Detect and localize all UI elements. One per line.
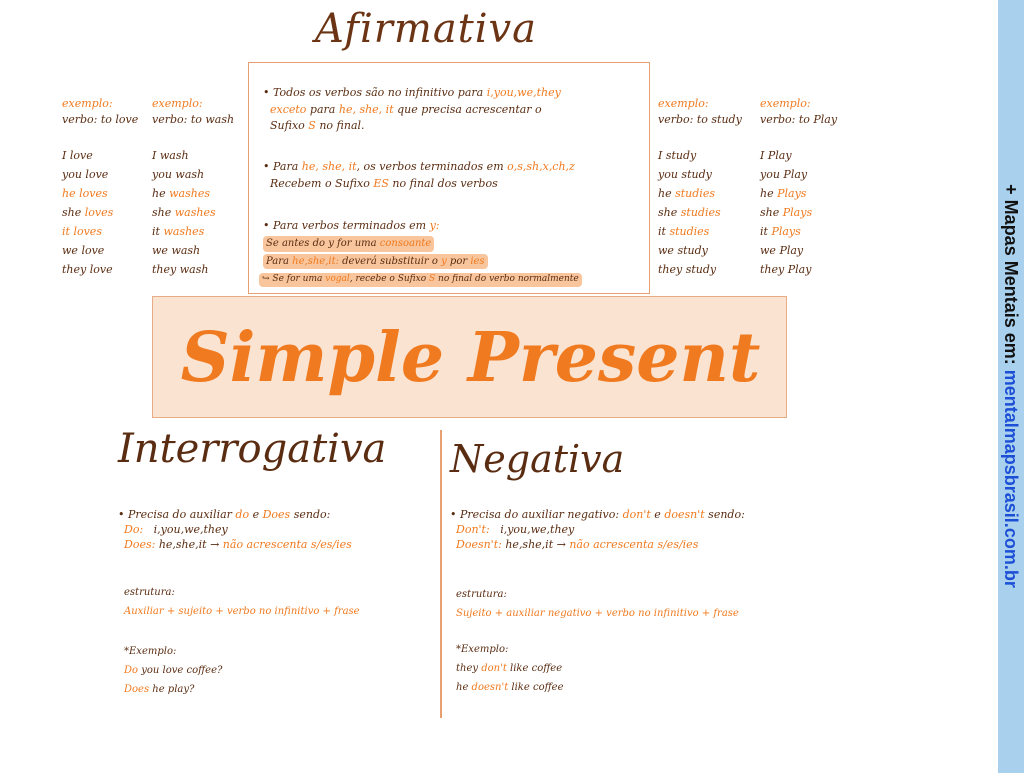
column-verb: verbo: to love [62, 113, 139, 126]
column-head: exemplo: [658, 97, 709, 110]
interrogativa-title: Interrogativa [118, 426, 387, 472]
afirmativa-box [248, 62, 650, 294]
column-head: exemplo: [62, 97, 113, 110]
negativa-title: Negativa [450, 437, 625, 481]
negativa-examples: *Exemplo: they don't like coffee he doesn't like coffee [456, 644, 564, 693]
verb-column-play: exemplo: verbo: to Play I Play you Play he Plays she Plays it Plays we Play they Play [760, 97, 838, 276]
column-verb: verbo: to wash [152, 113, 235, 126]
interrogativa-rules: • Precisa do auxiliar do e Does sendo: Do: i,you,we,they Does: he,she,it → não acrescenta s/es/ies [118, 508, 352, 551]
verb-column-love: exemplo: verbo: to love I love you love he loves she loves it loves we love they love [62, 97, 139, 276]
side-banner-link[interactable]: mentalmapsbrasil.com.br [1001, 369, 1021, 588]
interrogativa-examples: *Exemplo: Do you love coffee? Does he play? [124, 646, 223, 695]
negativa-rules: • Precisa do auxiliar negativo: don't e doesn't sendo: Don't: i,you,we,they Doesn't: he,she,it → não acrescenta s/es/ies [450, 508, 745, 551]
afirmativa-rule-1: • Todos os verbos são no infinitivo para i,you,we,they exceto para he, she, it que precisa acrescentar o Sufixo S no final. [263, 86, 561, 132]
column-head: exemplo: [152, 97, 203, 110]
column-head: exemplo: [760, 97, 811, 110]
afirmativa-rule-3: • Para verbos terminados em y: Se antes do y for uma consoante Para he,she,it: deverá substituir o y por ies ↪ Se for uma vogal, recebe o Sufixo S no final do verbo normalmente [263, 217, 643, 287]
afirmativa-rule-2: • Para he, she, it, os verbos terminados em o,s,sh,x,ch,z Recebem o Sufixo ES no final dos verbos [263, 160, 575, 190]
verb-column-wash: exemplo: verbo: to wash I wash you wash he washes she washes it washes we wash they wash [152, 97, 235, 276]
section-divider [440, 430, 442, 718]
side-banner-text [998, 13, 1024, 759]
verb-column-study: exemplo: verbo: to study I study you study he studies she studies it studies we study they study [658, 97, 742, 276]
simple-present-title: Simple Present [180, 318, 761, 398]
column-verb: verbo: to study [658, 113, 742, 126]
side-banner-label: + Mapas Mentais em: [1001, 184, 1021, 370]
interrogativa-estrutura: estrutura: Auxiliar + sujeito + verbo no infinitivo + frase [124, 587, 360, 617]
simple-present-band [152, 296, 787, 418]
negativa-estrutura: estrutura: Sujeito + auxiliar negativo + verbo no infinitivo + frase [456, 589, 739, 619]
afirmativa-title: Afirmativa [315, 6, 537, 52]
side-banner [998, 0, 1024, 773]
column-verb: verbo: to Play [760, 113, 838, 126]
